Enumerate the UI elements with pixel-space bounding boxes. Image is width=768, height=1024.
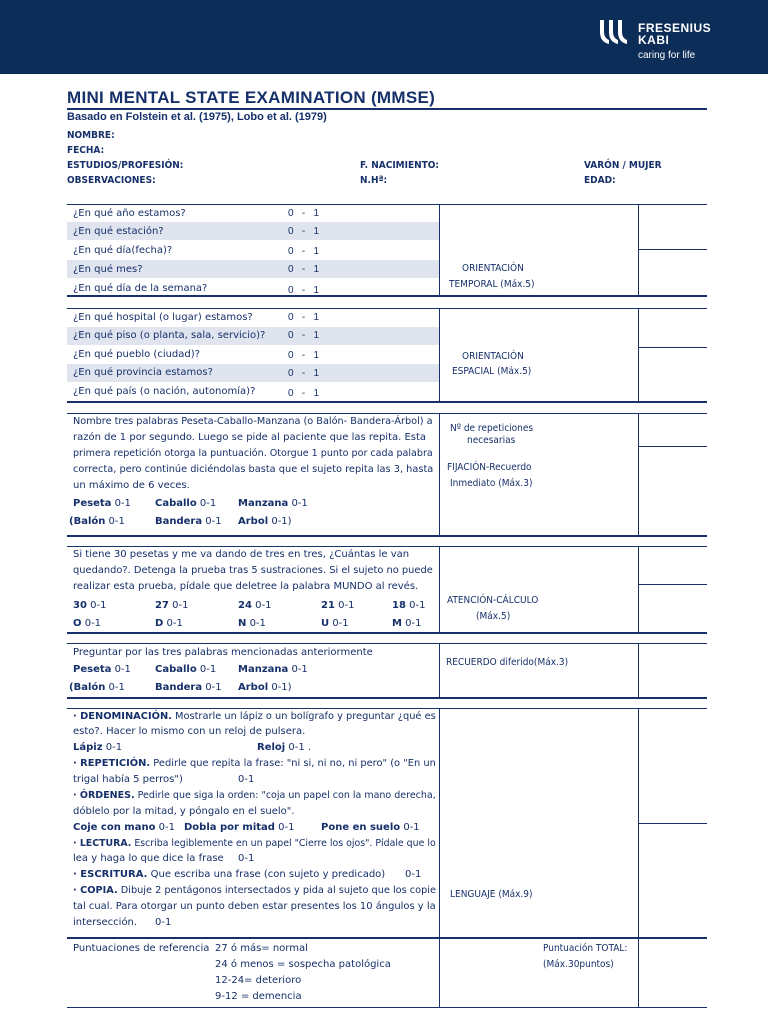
column-divider xyxy=(638,308,639,402)
letter-item[interactable]: D 0-1 xyxy=(155,618,183,629)
section-divider xyxy=(67,937,707,939)
score-box-divider xyxy=(639,823,707,824)
column-divider xyxy=(439,308,440,402)
score-option[interactable]: 0-1 xyxy=(405,869,422,880)
score-box-divider xyxy=(639,584,707,585)
word-item[interactable]: Bandera 0-1 xyxy=(155,516,222,527)
column-divider xyxy=(638,546,639,633)
word-item[interactable]: Caballo 0-1 xyxy=(155,498,217,509)
calc-item[interactable]: 27 0-1 xyxy=(155,600,189,611)
question-espacial: ¿En qué hospital (o lugar) estamos? xyxy=(73,312,253,323)
section-divider xyxy=(67,535,707,537)
letter-item[interactable]: N 0-1 xyxy=(238,618,266,629)
section-label: TEMPORAL (Máx.5) xyxy=(449,279,535,290)
question-temporal: ¿En qué estación? xyxy=(73,226,164,237)
brand-name-2: KABI xyxy=(638,33,670,47)
column-divider xyxy=(439,708,440,1008)
question-temporal: ¿En qué mes? xyxy=(73,264,143,275)
item-pone[interactable]: Pone en suelo 0-1 xyxy=(321,822,420,833)
brand-name: FRESENIUS xyxy=(638,21,712,35)
brand-header xyxy=(0,0,768,74)
item-reloj[interactable]: Reloj 0-1 . xyxy=(257,742,312,753)
word-item[interactable]: Arbol 0-1) xyxy=(238,682,292,693)
score-option[interactable]: 0 - 1 xyxy=(288,208,320,219)
question-temporal: ¿En qué día de la semana? xyxy=(73,283,208,294)
letter-item[interactable]: U 0-1 xyxy=(321,618,349,629)
total-label: Puntuación TOTAL: xyxy=(543,943,628,954)
score-option[interactable]: 0 - 1 xyxy=(288,350,320,361)
word-item[interactable]: Peseta 0-1 xyxy=(73,664,131,675)
section-label: FIJACIÓN-Recuerdo xyxy=(447,462,532,473)
field-sexo: VARÓN / MUJER xyxy=(584,160,662,171)
lenguaje-line: · ESCRITURA. Que escriba una frase (con sujeto y predicado) xyxy=(73,869,386,880)
lenguaje-line: dóblelo por la mitad, y póngalo en el suelo". xyxy=(73,806,295,817)
section-divider xyxy=(67,295,707,297)
score-option[interactable]: 0 - 1 xyxy=(288,368,320,379)
column-divider xyxy=(439,413,440,536)
section-label: ORIENTACIÓN xyxy=(462,263,524,274)
field-nombre: NOMBRE: xyxy=(67,130,115,141)
letter-item[interactable]: O 0-1 xyxy=(73,618,102,629)
lenguaje-line: · DENOMINACIÓN. Mostrarle un lápiz o un bolígrafo y preguntar ¿qué es xyxy=(73,711,436,722)
word-item[interactable]: Bandera 0-1 xyxy=(155,682,222,693)
section-label: Nº de repeticiones xyxy=(450,423,534,434)
section-divider xyxy=(67,697,707,699)
section-label: RECUERDO diferido(Máx.3) xyxy=(446,657,569,668)
word-item[interactable]: Peseta 0-1 xyxy=(73,498,131,509)
field-observaciones: OBSERVACIONES: xyxy=(67,175,156,186)
word-item[interactable]: Caballo 0-1 xyxy=(155,664,217,675)
question-espacial: ¿En qué piso (o planta, sala, servicio)? xyxy=(73,330,266,341)
item-coje[interactable]: Coje con mano 0-1 xyxy=(73,822,175,833)
lenguaje-line: · REPETICIÓN. Pedirle que repita la frase: "ni si, ni no, ni pero" (o "En un xyxy=(73,758,436,769)
brand-tagline: caring for life xyxy=(638,50,696,61)
lenguaje-line: · ÓRDENES. Pedirle que siga la orden: "coja un papel con la mano derecha, xyxy=(73,790,436,801)
question-espacial: ¿En qué país (o nación, autonomía)? xyxy=(73,386,256,397)
fresenius-logo-icon xyxy=(598,16,630,46)
column-divider xyxy=(638,643,639,698)
calc-item[interactable]: 18 0-1 xyxy=(392,600,426,611)
lenguaje-line: trigal había 5 perros") xyxy=(73,774,183,785)
title-divider xyxy=(67,108,707,110)
score-option[interactable]: 0-1 xyxy=(238,853,255,864)
word-item[interactable]: Manzana 0-1 xyxy=(238,664,308,675)
column-divider xyxy=(439,546,440,633)
question-espacial: ¿En qué provincia estamos? xyxy=(73,367,213,378)
total-label: (Máx.30puntos) xyxy=(543,959,614,970)
section-divider xyxy=(67,643,707,644)
section-label: ORIENTACIÓN xyxy=(462,351,524,362)
score-option[interactable]: 0 - 1 xyxy=(288,246,320,257)
word-item[interactable]: Arbol 0-1) xyxy=(238,516,292,527)
calc-item[interactable]: 21 0-1 xyxy=(321,600,355,611)
referencia-item: 12-24= deterioro xyxy=(215,975,302,986)
question-temporal: ¿En qué día(fecha)? xyxy=(73,245,173,256)
column-divider xyxy=(638,413,639,536)
score-option[interactable]: 0 - 1 xyxy=(288,226,320,237)
score-option[interactable]: 0 - 1 xyxy=(288,264,320,275)
calc-item[interactable]: 30 0-1 xyxy=(73,600,107,611)
lenguaje-line: esto?. Hacer lo mismo con un reloj de pulsera. xyxy=(73,726,306,737)
lenguaje-line: · COPIA. Dibuje 2 pentágonos intersectados y pida al sujeto que los copie xyxy=(73,885,436,896)
atencion-instructions: Si tiene 30 pesetas y me va dando de tres en tres, ¿Cuántas le van quedando?. Detenga la prueba tras 5 sustraciones. Si el sujeto no puede realizar esta prueba, pídale que deletree la palabra MUNDO al revés. xyxy=(73,549,433,592)
score-option[interactable]: 0 - 1 xyxy=(288,388,320,399)
column-divider xyxy=(439,204,440,296)
recuerdo-instructions: Preguntar por las tres palabras mencionadas anteriormente xyxy=(73,647,373,658)
referencia-item: 9-12 = demencia xyxy=(215,991,302,1002)
lenguaje-line: intersección. xyxy=(73,917,138,928)
item-lapiz[interactable]: Lápiz 0-1 xyxy=(73,742,123,753)
word-item[interactable]: (Balón 0-1 xyxy=(69,682,125,693)
section-divider xyxy=(67,308,707,309)
section-label: (Máx.5) xyxy=(476,611,511,622)
score-option[interactable]: 0 - 1 xyxy=(288,285,320,296)
lenguaje-line: · LECTURA. Escriba legiblemente en un papel "Cierre los ojos". Pídale que lo xyxy=(73,838,436,849)
score-box-divider xyxy=(639,347,707,348)
score-box-divider xyxy=(639,446,707,447)
calc-item[interactable]: 24 0-1 xyxy=(238,600,272,611)
section-divider xyxy=(67,401,707,403)
section-label: ESPACIAL (Máx.5) xyxy=(452,366,532,377)
section-divider xyxy=(67,708,707,709)
field-edad: EDAD: xyxy=(584,175,616,186)
fijacion-instructions: Nombre tres palabras Peseta-Caballo-Manzana (o Balón- Bandera-Árbol) a razón de 1 por segundo. Luego se pide al paciente que las repita. Esta primera repetición otorga la puntuación. Otorgue 1 punto por cada palabra correcta, pero continúe diciéndolas basta que el sujeto repita las 3, hasta un máximo de 6 veces. xyxy=(73,416,434,491)
score-option[interactable]: 0 - 1 xyxy=(288,330,320,341)
section-label: ATENCIÓN-CÁLCULO xyxy=(447,595,539,606)
word-item[interactable]: (Balón 0-1 xyxy=(69,516,125,527)
letter-item[interactable]: M 0-1 xyxy=(392,618,422,629)
section-divider xyxy=(67,1007,707,1008)
section-divider xyxy=(67,632,707,634)
page-subtitle: Basado en Folstein et al. (1975), Lobo et al. (1979) xyxy=(67,111,327,123)
column-divider xyxy=(638,708,639,1008)
section-divider xyxy=(67,204,707,205)
lenguaje-line: tal cual. Para otorgar un punto deben estar presentes los 10 ángulos y la xyxy=(73,901,436,912)
referencia-item: 27 ó más= normal xyxy=(215,943,308,954)
score-box-divider xyxy=(639,249,707,250)
field-estudios: ESTUDIOS/PROFESIÓN: xyxy=(67,160,184,171)
score-option[interactable]: 0-1 xyxy=(155,917,172,928)
word-item[interactable]: Manzana 0-1 xyxy=(238,498,308,509)
score-option[interactable]: 0 - 1 xyxy=(288,312,320,323)
page-title: MINI MENTAL STATE EXAMINATION (MMSE) xyxy=(67,88,436,107)
column-divider xyxy=(638,204,639,296)
score-option[interactable]: 0-1 xyxy=(238,774,255,785)
section-label: LENGUAJE (Máx.9) xyxy=(450,889,533,900)
section-label: Inmediato (Máx.3) xyxy=(450,478,533,489)
referencia-item: 24 ó menos = sospecha patológica xyxy=(215,959,391,970)
field-fecha: FECHA: xyxy=(67,145,105,156)
item-dobla[interactable]: Dobla por mitad 0-1 xyxy=(184,822,295,833)
column-divider xyxy=(439,643,440,698)
lenguaje-line: lea y haga lo que dice la frase xyxy=(73,853,224,864)
field-nh: N.Hª: xyxy=(360,175,388,186)
section-label: necesarias xyxy=(467,435,516,446)
field-nacimiento: F. NACIMIENTO: xyxy=(360,160,440,171)
question-espacial: ¿En qué pueblo (ciudad)? xyxy=(73,349,200,360)
referencia-label: Puntuaciones de referencia xyxy=(73,943,210,954)
question-temporal: ¿En qué año estamos? xyxy=(73,208,186,219)
